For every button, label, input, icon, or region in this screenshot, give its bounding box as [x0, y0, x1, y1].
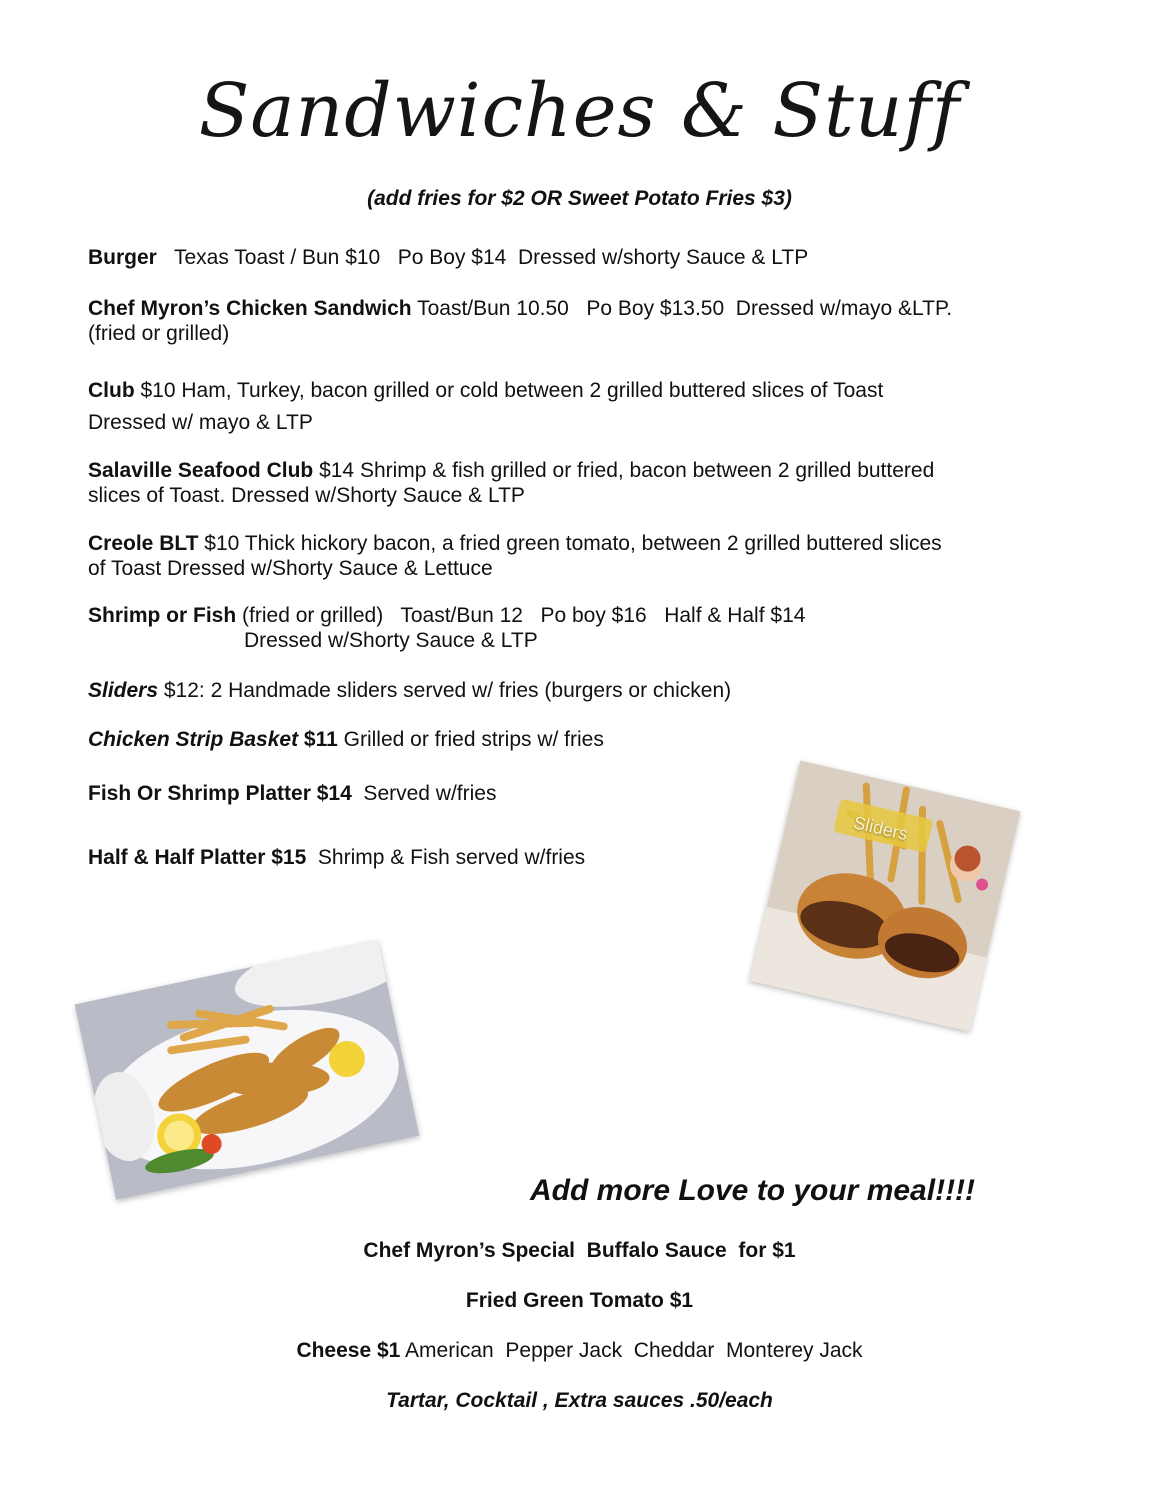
extra-text: Fried Green Tomato $1 — [465, 1289, 694, 1312]
item-desc: Shrimp & Fish served w/fries — [306, 846, 586, 869]
extra-text: American Pepper Jack Cheddar Monterey Jack — [400, 1339, 863, 1362]
item-name: Sliders — [88, 679, 159, 702]
item-desc-line2: slices of Toast. Dressed w/Shorty Sauce & LTP — [88, 484, 525, 507]
item-name: Chicken Strip Basket — [88, 728, 299, 751]
item-desc-line2: (fried or grilled) — [88, 322, 230, 345]
extra-text: Chef Myron’s Special Buffalo Sauce for $1 — [363, 1239, 796, 1262]
item-desc: Served w/fries — [351, 782, 497, 805]
menu-item-burger — [88, 245, 1078, 270]
item-name: Creole BLT — [88, 532, 199, 555]
fish-platter-image — [75, 940, 420, 1200]
item-name: Half & Half Platter $15 — [88, 846, 307, 869]
item-name: Fish Or Shrimp Platter $14 — [88, 782, 352, 805]
item-desc: $12: 2 Handmade sliders served w/ fries (burgers or chicken) — [158, 679, 732, 702]
extra-cheese — [0, 1339, 1159, 1363]
menu-item-creole-blt — [88, 531, 1078, 581]
extra-fried-green-tomato — [0, 1289, 1159, 1313]
item-desc: Grilled or fried strips w/ fries — [337, 728, 604, 751]
item-desc-line2: Dressed w/Shorty Sauce & LTP — [244, 629, 538, 652]
item-name: Shrimp or Fish — [88, 604, 237, 627]
item-desc: (fried or grilled) Toast/Bun 12 Po boy $16 Half & Half $14 — [236, 604, 806, 627]
item-desc-line2: Dressed w/ mayo & LTP — [88, 411, 313, 434]
menu-item-sliders — [88, 678, 1078, 703]
extra-bold: Cheese $1 — [296, 1339, 401, 1362]
item-price: $11 — [298, 728, 338, 751]
sliders-photo — [749, 760, 1020, 1031]
menu-item-shrimp-or-fish — [88, 603, 1078, 653]
menu-item-club — [88, 375, 1078, 439]
sliders-photo-label: Sliders — [851, 812, 910, 845]
item-name: Club — [88, 379, 135, 402]
sliders-image — [749, 760, 1020, 1031]
item-name: Salaville Seafood Club — [88, 459, 314, 482]
item-name: Chef Myron’s Chicken Sandwich — [88, 297, 412, 320]
fish-platter-photo — [75, 940, 420, 1200]
extra-buffalo-sauce — [0, 1239, 1159, 1263]
item-desc-line2: of Toast Dressed w/Shorty Sauce & Lettuce — [88, 557, 493, 580]
menu-item-chicken-sandwich — [88, 296, 1078, 346]
item-desc: $14 Shrimp & fish grilled or fried, bacon between 2 grilled buttered — [313, 459, 935, 482]
extra-text: Tartar, Cocktail , Extra sauces .50/each — [386, 1389, 773, 1412]
item-desc: Toast/Bun 10.50 Po Boy $13.50 Dressed w/mayo &LTP. — [411, 297, 953, 320]
extra-sauces — [0, 1389, 1159, 1413]
item-desc: $10 Thick hickory bacon, a fried green tomato, between 2 grilled buttered slices — [198, 532, 942, 555]
add-love-heading: Add more Love to your meal!!!! — [530, 1174, 976, 1207]
menu-item-seafood-club — [88, 458, 1078, 508]
item-desc: Texas Toast / Bun $10 Po Boy $14 Dressed w/shorty Sauce & LTP — [156, 246, 809, 269]
fries-addon-note: (add fries for $2 OR Sweet Potato Fries $3) — [367, 187, 792, 210]
item-name: Burger — [88, 246, 157, 269]
item-desc: $10 Ham, Turkey, bacon grilled or cold between 2 grilled buttered slices of Toast — [134, 379, 884, 402]
menu-title: Sandwiches & Stuff — [198, 68, 961, 154]
menu-item-chicken-strip-basket — [88, 727, 1078, 752]
